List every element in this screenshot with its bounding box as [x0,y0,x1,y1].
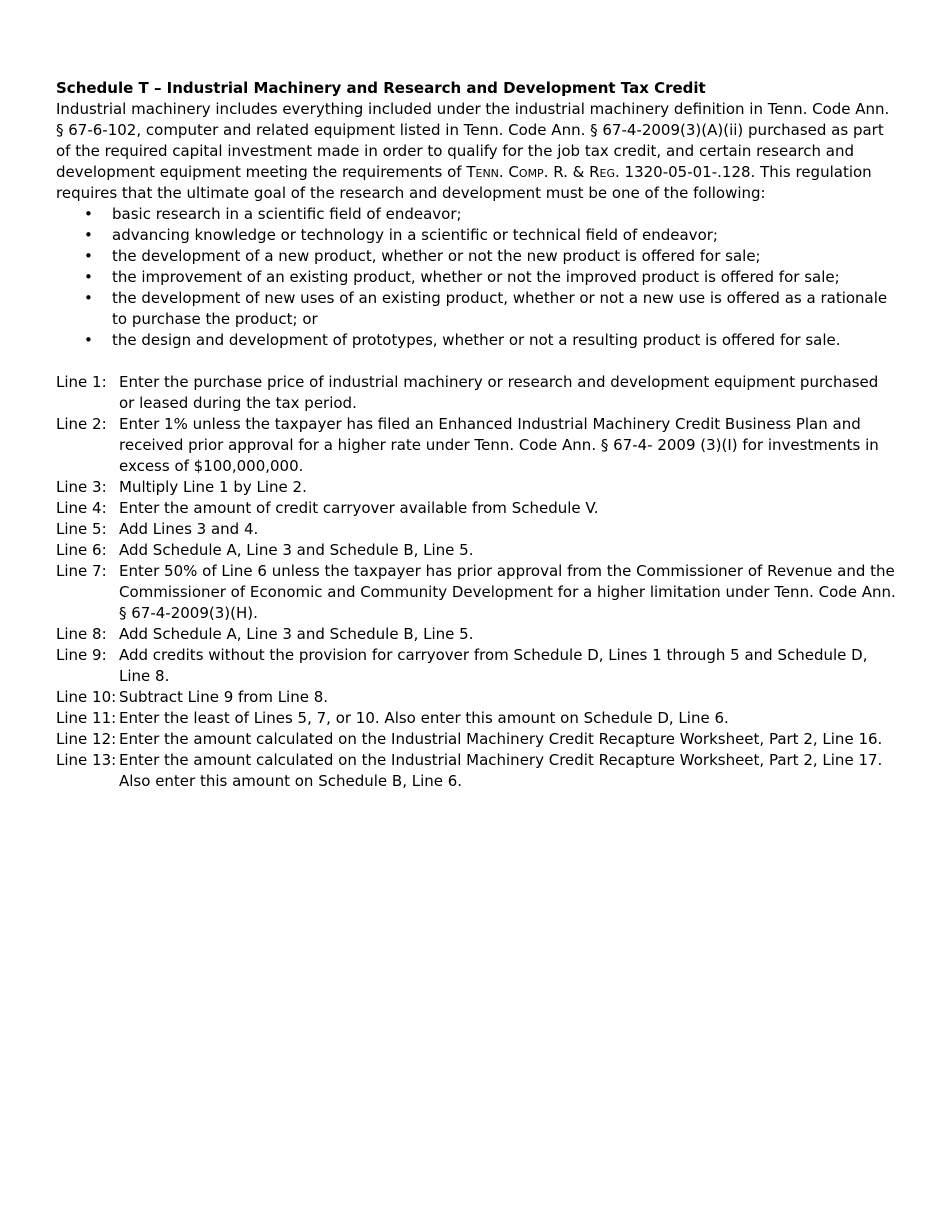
line-instruction-row [56,540,896,561]
line-label: Line 6: [56,541,107,559]
line-label: Line 8: [56,625,107,643]
list-item-text: the development of new uses of an existing product, whether or not a new use is offered as a rationale to purchase the product; or [112,289,888,328]
intro-paragraph [56,99,896,204]
line-instruction-row [56,414,896,477]
line-instruction-row [56,519,896,540]
list-item [56,225,896,246]
line-label: Line 5: [56,520,107,538]
line-text: Enter the amount calculated on the Industrial Machinery Credit Recapture Worksheet, Part 2, Line 17. Also enter this amount on Schedule B, Line 6. [119,751,883,790]
line-instruction-row [56,372,896,414]
bullet-icon: • [84,331,93,349]
bullet-icon: • [84,226,93,244]
line-label: Line 10: [56,688,117,706]
line-label: Line 11: [56,709,117,727]
line-text: Subtract Line 9 from Line 8. [119,688,329,706]
line-instruction-row [56,750,896,792]
list-item-text: advancing knowledge or technology in a scientific or technical field of endeavor; [112,226,718,244]
bullet-icon: • [84,268,93,286]
line-instructions [56,372,896,792]
line-label: Line 12: [56,730,117,748]
line-text: Enter the purchase price of industrial machinery or research and development equipment purchased or leased during the tax period. [119,373,879,412]
line-text: Enter 50% of Line 6 unless the taxpayer has prior approval from the Commissioner of Revenue and the Commissioner of Economic and Community Development for a higher limitation under Tenn. Code Ann. § 67-4-2009(3)(H). [119,562,896,622]
schedule-title: Schedule T – Industrial Machinery and Research and Development Tax Credit [56,79,706,97]
list-item-text: the improvement of an existing product, whether or not the improved product is offered for sale; [112,268,840,286]
list-item [56,246,896,267]
line-text: Add Lines 3 and 4. [119,520,259,538]
line-text: Enter the amount calculated on the Industrial Machinery Credit Recapture Worksheet, Part 2, Line 16. [119,730,883,748]
bullet-icon: • [84,289,93,307]
line-text: Add credits without the provision for carryover from Schedule D, Lines 1 through 5 and Schedule D, Line 8. [119,646,868,685]
line-instruction-row [56,729,896,750]
bullet-icon: • [84,205,93,223]
bullet-icon: • [84,247,93,265]
list-item [56,267,896,288]
line-text: Enter the amount of credit carryover available from Schedule V. [119,499,599,517]
list-item [56,288,896,330]
line-text: Add Schedule A, Line 3 and Schedule B, Line 5. [119,541,474,559]
line-text: Add Schedule A, Line 3 and Schedule B, Line 5. [119,625,474,643]
line-instruction-row [56,498,896,519]
line-label: Line 9: [56,646,107,664]
list-item [56,330,896,351]
line-label: Line 4: [56,499,107,517]
line-instruction-row [56,477,896,498]
line-instruction-row [56,708,896,729]
line-label: Line 3: [56,478,107,496]
line-label: Line 1: [56,373,107,391]
line-label: Line 13: [56,751,117,769]
intro-text-part1: Industrial machinery includes everything included under the industrial machinery definition in Tenn. Code Ann. § 67-6-102, computer and related equipment listed in Tenn. Code Ann. § 67-4-2009(3)(A)(ii) purchased as part of the required capital investment made in order to qualify for the job tax credit, and certain research and development equipment meeting the requirements of [56,100,890,181]
research-goals-list [56,204,896,351]
line-instruction-row [56,624,896,645]
line-label: Line 7: [56,562,107,580]
line-instruction-row [56,645,896,687]
list-item-text: the development of a new product, whether or not the new product is offered for sale; [112,247,761,265]
line-label: Line 2: [56,415,107,433]
list-item-text: basic research in a scientific field of endeavor; [112,205,462,223]
line-instruction-row [56,561,896,624]
list-item-text: the design and development of prototypes, whether or not a resulting product is offered for sale. [112,331,841,349]
list-item [56,204,896,225]
intro-text-part2: 1320-05-01-.128. This regulation requires that the ultimate goal of the research and development must be one of the following: [56,163,872,202]
regulation-citation: Tenn. Comp. R. & Reg. [466,163,620,181]
line-text: Multiply Line 1 by Line 2. [119,478,307,496]
line-text: Enter the least of Lines 5, 7, or 10. Also enter this amount on Schedule D, Line 6. [119,709,729,727]
line-instruction-row [56,687,896,708]
document-page [56,78,896,792]
line-text: Enter 1% unless the taxpayer has filed an Enhanced Industrial Machinery Credit Business Plan and received prior approval for a higher rate under Tenn. Code Ann. § 67-4- 2009 (3)(I) for investments in excess of $100,000,000. [119,415,879,475]
